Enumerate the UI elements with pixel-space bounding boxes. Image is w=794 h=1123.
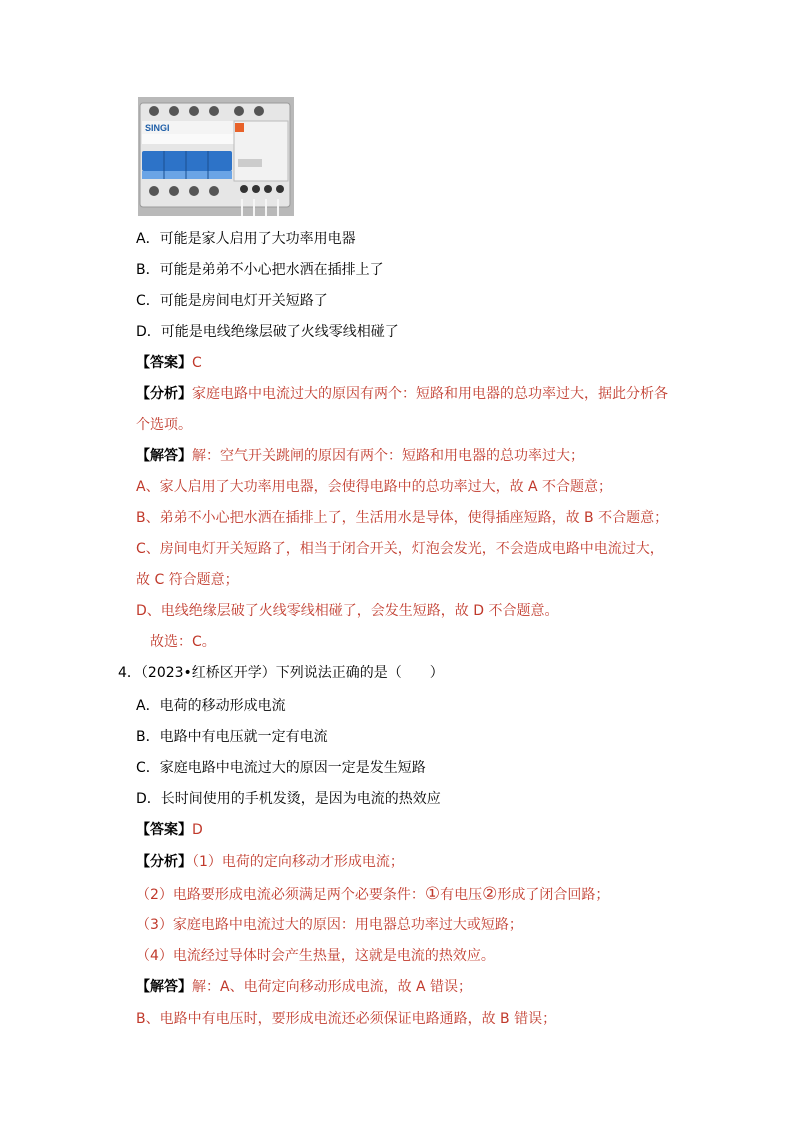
analysis-2-mid: 有电压	[440, 887, 483, 903]
answer-tag: 【答案】	[136, 355, 192, 371]
q3-option-c: C．可能是房间电灯开关短路了	[136, 293, 328, 309]
q3-solution	[136, 447, 584, 465]
q4-answer	[136, 821, 203, 839]
q4-solution	[136, 978, 472, 996]
q3-solution-line: A、家人启用了大功率用电器，会使得电路中的总功率过大，故 A 不合题意；	[136, 479, 613, 495]
q3-solution-line: 故 C 符合题意；	[136, 572, 239, 588]
q4-analysis	[136, 853, 404, 871]
q3-solution-conclusion: 故选：C。	[150, 634, 216, 650]
q3-answer	[136, 354, 202, 372]
q3-solution-line: D、电线绝缘层破了火线零线相碰了，会发生短路，故 D 不合题意。	[136, 603, 559, 619]
q4-analysis-2	[136, 885, 609, 904]
q3-analysis	[136, 385, 668, 403]
circled-one: ①	[424, 884, 441, 904]
analysis-text: 家庭电路中电流过大的原因有两个：短路和用电器的总功率过大，据此分析各	[192, 386, 668, 402]
q3-solution-line: C、房间电灯开关短路了，相当于闭合开关，灯泡会发光，不会造成电路中电流过大，	[136, 541, 664, 557]
analysis-text: （1）电荷的定向移动才形成电流；	[192, 854, 404, 870]
q3-option-b: B．可能是弟弟不小心把水洒在插排上了	[136, 262, 384, 278]
analysis-tag: 【分析】	[136, 386, 192, 402]
q4-solution-line: B、电路中有电压时，要形成电流还必须保证电路通路，故 B 错误；	[136, 1011, 557, 1027]
solution-text: 解：空气开关跳闸的原因有两个：短路和用电器的总功率过大；	[192, 448, 584, 464]
device-brand-text: SINGI	[145, 123, 170, 133]
q4-stem: 4．（2023•红桥区开学）下列说法正确的是（ ）	[118, 665, 444, 681]
circled-two: ②	[482, 884, 498, 904]
solution-text: 解：A、电荷定向移动形成电流，故 A 错误；	[192, 979, 473, 995]
solution-tag: 【解答】	[136, 979, 192, 995]
q4-option-c: C．家庭电路中电流过大的原因一定是发生短路	[136, 760, 426, 776]
q4-analysis-3: （3）家庭电路中电流过大的原因：用电器总功率过大或短路；	[136, 917, 523, 933]
q3-option-d: D．可能是电线绝缘层破了火线零线相碰了	[136, 324, 399, 340]
analysis-2-post: 形成了闭合回路；	[497, 887, 610, 903]
q3-solution-line: B、弟弟不小心把水洒在插排上了，生活用水是导体，使得插座短路，故 B 不合题意；	[136, 510, 669, 526]
answer-value: C	[192, 355, 202, 371]
analysis-2-pre: （2）电路要形成电流必须满足两个必要条件：	[136, 887, 425, 903]
solution-tag: 【解答】	[136, 448, 192, 464]
q4-option-d: D．长时间使用的手机发烫，是因为电流的热效应	[136, 791, 441, 807]
q3-option-a: A．可能是家人启用了大功率用电器	[136, 231, 356, 247]
q4-option-b: B．电路中有电压就一定有电流	[136, 729, 328, 745]
q4-analysis-4: （4）电流经过导体时会产生热量，这就是电流的热效应。	[136, 948, 495, 964]
analysis-tag: 【分析】	[136, 854, 192, 870]
answer-tag: 【答案】	[136, 822, 192, 838]
q4-option-a: A．电荷的移动形成电流	[136, 698, 286, 714]
circuit-breaker-image	[138, 97, 294, 216]
q3-analysis-cont: 个选项。	[136, 417, 192, 433]
answer-value: D	[192, 822, 203, 838]
